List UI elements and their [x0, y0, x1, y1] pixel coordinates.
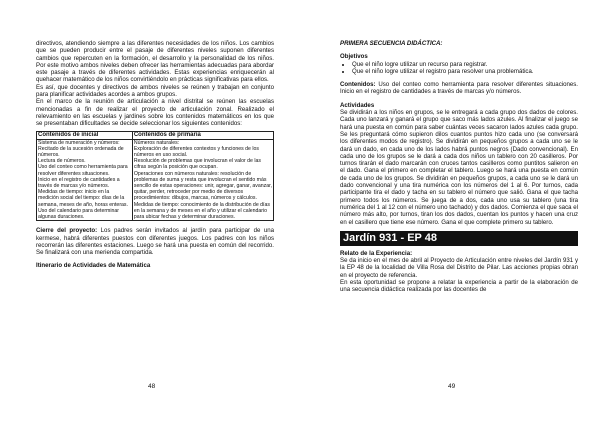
primaria-item: Operaciones con números naturales: resolución de problemas de suma y resta que involucran el sentido más sencillo de estas operaciones: unir, agregar, ganar, avanzar, quitar, perder, retroceder por medio de diversos procedimientos: dibujos, marcas, números y cálculos.: [133, 170, 272, 202]
activities-text: Se dividirán a los niños en grupos, se le entregará a cada grupo dos dados de colores. Cada uno lanzará y ganará el grupo que saco más lados azules. Al finalizar el juego se hará una puesta en común para saber cuántas veces sacaron lados azules cada grupo. Se les preguntará cómo supieron dilos cuantos puntos hizo cada uno (se conversará los diferentes modos de registro). Se dividirán en pequeños grupos a cada uno se le dará un dado, en cada uno de los lados habrá puntos negros (Dado convencional). En cada uno de los grupos se le dará a cada dos niños un tablero con 20 casilleros. Por turnos tirarán el dado marcarán con cruces tantos casilleros como puntitos salieron en el dado. Gana el primero en completar el tablero. Luego se hará una puesta en común de cada uno de los grupos. Se dividirán en pequeños grupos, a cada uno se le dará un dado convencional y una tira numérica con los números del 1 al 6. Por turnos, cada participante tira el dado y tacha en su tablero el número que salió. Gana el que tacha primero todos los números. Se juega de a dos, cada uno usa su tablero (una tira numérica del 1 al 12 con el número uno tachado) y dos dados. Comienza el que saca el número más alto, por turnos, tiran los dos dados, cuentan los puntos y hacen una cruz en el casillero que tiene ese número. Gana el que complete primero su tablero.: [340, 109, 578, 226]
experience-paragraph-1: Se da inicio en el mes de abril al Proyecto de Articulación entre niveles del Jardín 931 y la EP 48 de la localidad de Villa Rosa del Distrito de Pilar. Las acciones propias obran en el proyecto de referencia.: [340, 257, 578, 279]
table-cell-inicial: [37, 139, 133, 221]
inicial-item: Recitado de la sucesión ordenada de números.: [38, 145, 124, 158]
activities-heading: Actividades: [340, 101, 375, 109]
objective-item: • Que el niño logre utilizar el registro para resolver una problemática.: [352, 68, 578, 75]
page-number-right: 49: [448, 383, 456, 390]
objectives-list: [340, 61, 578, 76]
contents-text: Uso del conteo como herramienta para resolver diferentes situaciones. Inicio en el registro de cantidades a través de marcas y/o números.: [340, 81, 578, 96]
inicial-item: Medidas de tiempo: inicio en la medición social del tiempo: días de la semana, meses de año, horas enteras. Uso del calendario para determinar algunas duraciones.: [38, 189, 128, 220]
school-banner: Jardín 931 - EP 48: [340, 231, 578, 246]
closure-label: Cierre del proyecto:: [36, 227, 98, 235]
page-number-left: 48: [148, 383, 156, 390]
intro-paragraph-3: En el marco de la reunión de articulación a nivel distrital se reúnen las escuelas mencionadas a fin de realizar el proyecto de articulación zonal. Realizado el relevamiento en las escuelas y jardines sobre los contenidos matemáticos en los que se presentaban dificultades se decide seleccionar los siguientes contenidos:: [36, 98, 274, 128]
inicial-item: Lectura de números.: [38, 158, 86, 165]
closure-paragraph: [36, 227, 274, 256]
contents-table: [36, 131, 274, 222]
contents-paragraph: [340, 81, 578, 96]
objectives-heading: Objetivos: [340, 53, 368, 61]
primaria-item: Números naturales:: [133, 139, 180, 146]
table-header-primaria: Contenidos de primaria: [132, 131, 273, 139]
primaria-item: Exploración de diferentes contextos y funciones de los números en uso social.: [133, 145, 259, 158]
left-column: [36, 40, 274, 270]
sequence-heading: PRIMERA SECUENCIA DIDÁCTICA:: [340, 40, 443, 47]
experience-heading: Relato de la Experiencia:: [340, 249, 413, 257]
itinerary-heading: Itinerario de Actividades de Matemática: [36, 262, 151, 270]
inicial-item: Sistema de numeración y números:: [38, 139, 120, 146]
intro-paragraph-1: directivos, atendiendo siempre a las diferentes necesidades de los niños. Los cambios que se pueden producir entre el pasaje de diferentes niveles suponen diferentes cambios que repercuten en la formación, el desarrollo y la personalidad de los niños. Por este motivo ambos niveles deben ofrecer las herramientas adecuadas para abordar este pasaje a través de diferentes actividades. Estas experiencias enriquecerán al quehacer matemático de los niños convirtiéndolo en prácticas significativas para ellos.: [36, 40, 274, 84]
primaria-item: Resolución de problemas que involucran el valor de las cifras según la posición que ocupan.: [133, 158, 262, 171]
closure-text: Los padres serán invitados al jardín para participar de una kermese, habrá diferentes puestos con diferentes juegos. Los padres con los niños recorrerán las diferentes estaciones. Luego se hará una puesta en común del recorrido. Se finalizará con una merienda compartida.: [36, 227, 274, 257]
contents-label: Contenidos:: [340, 81, 376, 89]
table-cell-primaria: [132, 139, 273, 221]
right-column: [340, 40, 578, 294]
table-header-inicial: Contenidos de inicial: [37, 131, 133, 139]
intro-paragraph-2: Es así, que docentes y directivos de ambos niveles se reúnen y trabajan en conjunto para planificar actividades acordes a ambos grupos.: [36, 83, 274, 99]
inicial-item: Inicio en el registro de cantidades a través de marcas y/o números.: [38, 176, 120, 189]
experience-paragraph-2: En esta oportunidad se propone a relatar la experiencia a partir de la elaboración de una secuencia didáctica realizada por las docentes de: [340, 279, 578, 294]
inicial-item: Uso del conteo como herramienta para resolver diferentes situaciones.: [38, 164, 128, 177]
objective-item: • Que el niño logre utilizar un recurso para registrar.: [352, 61, 578, 68]
primaria-item: Medidas de tiempo: conocimiento de la distribución de días en la semana y de meses en el año y utilizar el calendario para ubicar fechas y determinar duraciones.: [133, 201, 270, 220]
right-page: [300, 0, 600, 425]
